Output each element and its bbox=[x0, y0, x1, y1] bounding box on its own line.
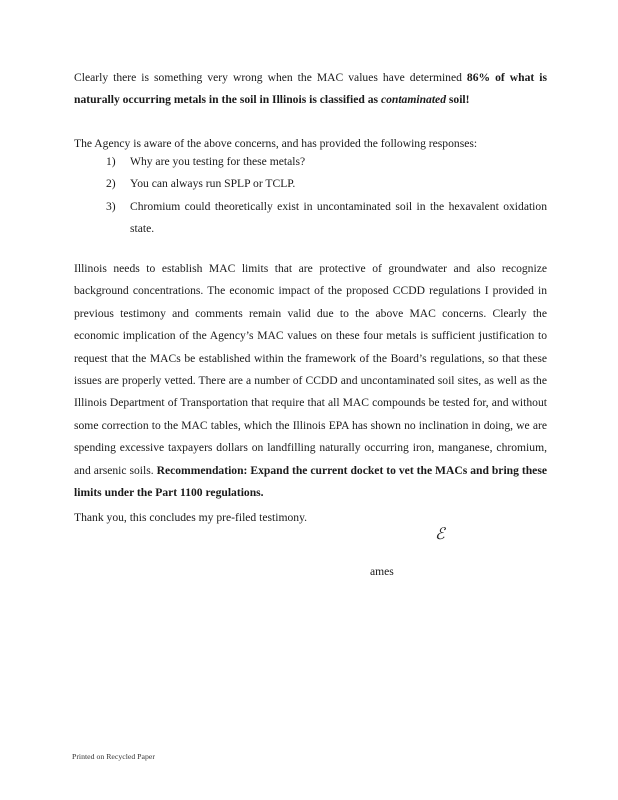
para1-emphasis-contaminated: contaminated bbox=[380, 93, 446, 107]
list-item bbox=[106, 151, 547, 173]
recommendation-text: Recommendation: Expand the current docket to vet the MACs and bring these limits under the Part 1100 regulations. bbox=[74, 463, 547, 500]
para1-bold-statement: 86% of what is naturally occurring metals in the soil in Illinois is classified as bbox=[74, 71, 547, 107]
signer-name: ames bbox=[370, 565, 394, 578]
para3-text: Illinois needs to establish MAC limits that are protective of groundwater and also recognize background concentrations. The economic impact of the proposed CCDD regulations I provided in previous testimony and comments remain valid due to the above MAC concerns. Clearly the economic implication of the Agency’s MAC values on these four metals is sufficient justification to request that the MACs be established within the framework of the Board’s regulations, so that these issues are properly vetted. There are a number of CCDD and uncontaminated soil sites, as well as the Illinois Department of Transportation that require that all MAC compounds be tested for, and without some correction to the MAC tables, which the Illinois EPA has shown no inclination in doing, we are spending excessive taxpayers dollars on landfilling naturally occurring iron, manganese, chromium, and arsenic soils. bbox=[74, 262, 547, 477]
paragraph-mac-values bbox=[74, 67, 547, 112]
list-item-text: You can always run SPLP or TCLP. bbox=[130, 177, 296, 191]
list-item-text: Chromium could theoretically exist in uncontaminated soil in the hexavalent oxidation state. bbox=[130, 199, 547, 236]
para1-bold-end: soil! bbox=[446, 93, 470, 107]
paragraph-agency-responses-intro: The Agency is aware of the above concerns, and has provided the following responses: bbox=[74, 137, 478, 150]
footer-recycled-paper: Printed on Recycled Paper bbox=[72, 752, 155, 761]
agency-responses-list bbox=[106, 151, 547, 241]
paragraph-mac-limits bbox=[74, 258, 547, 504]
list-item-number: 1) bbox=[106, 155, 116, 168]
list-item-number: 2) bbox=[106, 177, 116, 191]
para1-text: Clearly there is something very wrong when the MAC values have determined bbox=[74, 71, 467, 84]
list-item-number: 3) bbox=[106, 199, 116, 213]
list-item bbox=[106, 196, 547, 241]
signature-mark: ℰ bbox=[435, 524, 445, 543]
list-item-text: Why are you testing for these metals? bbox=[130, 155, 306, 168]
list-item bbox=[106, 173, 547, 195]
closing-statement: Thank you, this concludes my pre-filed testimony. bbox=[74, 511, 308, 524]
